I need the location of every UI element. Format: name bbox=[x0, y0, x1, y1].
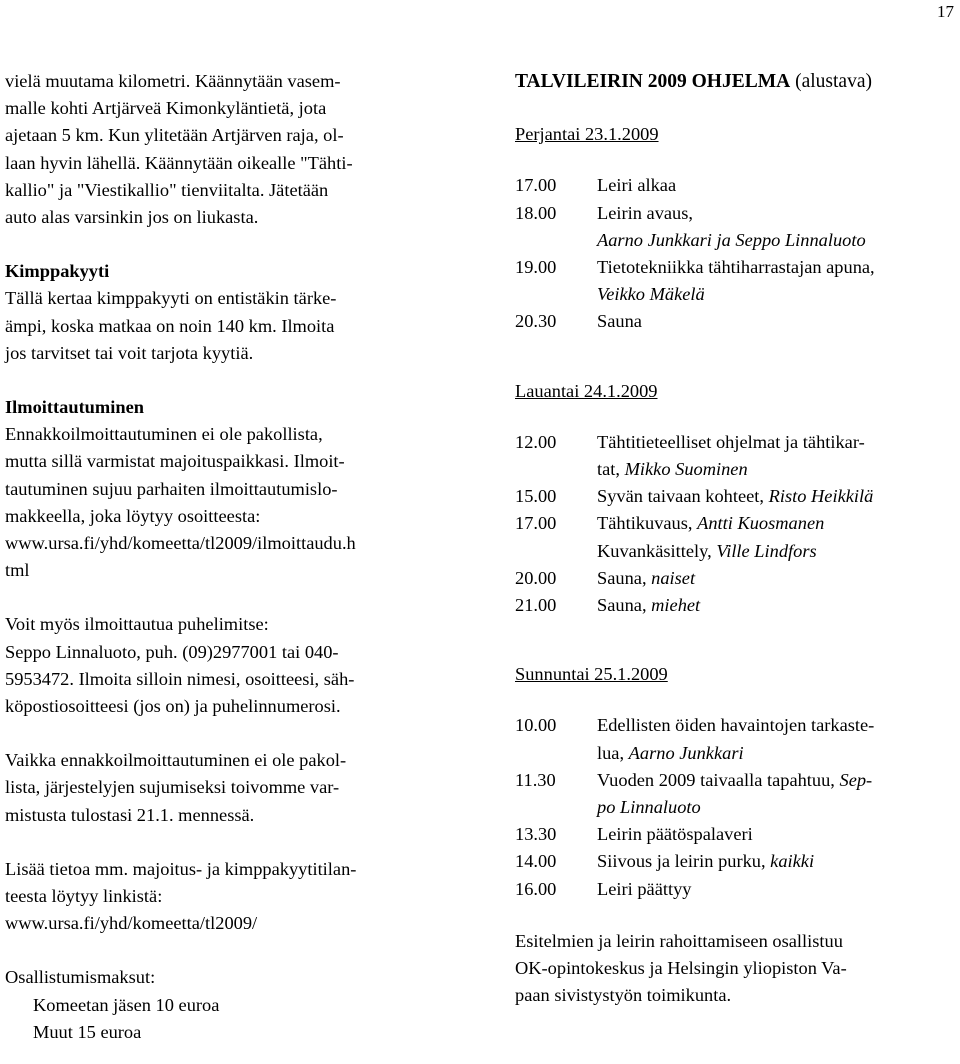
schedule-entry bbox=[515, 308, 955, 335]
entry-time: 12.00 bbox=[515, 431, 557, 452]
schedule-entry bbox=[515, 712, 955, 739]
entry-time: 19.00 bbox=[515, 257, 557, 278]
text-line: köpostiosoitteesi (jos on) ja puhelinnumerosi. bbox=[5, 696, 341, 717]
deadline-paragraph bbox=[5, 747, 447, 829]
schedule-entry bbox=[515, 767, 955, 794]
info-paragraph bbox=[5, 856, 447, 938]
ilmoittautuminen-section bbox=[5, 394, 447, 584]
schedule-entry bbox=[515, 483, 955, 510]
entry-cont-text: lua, bbox=[597, 742, 629, 763]
entry-time: 18.00 bbox=[515, 202, 557, 223]
schedule-entry bbox=[515, 876, 955, 903]
entry-time: 16.00 bbox=[515, 878, 557, 899]
text-line: lista, järjestelyjen sujumiseksi toivomme var- bbox=[5, 777, 340, 798]
text-line: makkeella, joka löytyy osoitteesta: bbox=[5, 505, 261, 526]
entry-text: Syvän taivaan kohteet, bbox=[597, 486, 769, 507]
program-title-suffix: (alustava) bbox=[790, 71, 872, 92]
text-line: Ennakkoilmoittautuminen ei ole pakollista, bbox=[5, 424, 323, 445]
text-line: laan hyvin lähellä. Käännytään oikealle "Tähti- bbox=[5, 152, 353, 173]
page-number: 17 bbox=[937, 2, 954, 21]
entry-person: kaikki bbox=[770, 851, 815, 872]
fee-item: Komeetan jäsen 10 euroa bbox=[33, 994, 220, 1015]
entry-text: Leiri päättyy bbox=[597, 878, 692, 899]
fee-item: Muut 15 euroa bbox=[33, 1021, 142, 1042]
text-line: kallio" ja "Viestikallio" tienviitalta. Jätetään bbox=[5, 179, 329, 200]
entry-text: Siivous ja leirin purku, bbox=[597, 851, 771, 872]
text-line: ämpi, koska matkaa on noin 140 km. Ilmoita bbox=[5, 315, 335, 336]
entry-person: po Linnaluoto bbox=[597, 797, 701, 818]
text-line: Voit myös ilmoittautua puhelimitse: bbox=[5, 614, 269, 635]
entry-person: Aarno Junkkari ja Seppo Linnaluoto bbox=[597, 229, 866, 250]
text-line: tautuminen sujuu parhaiten ilmoittautumislo- bbox=[5, 478, 338, 499]
entry-person: Aarno Junkkari bbox=[628, 742, 744, 763]
intro-paragraph bbox=[5, 68, 447, 231]
program-title-main: TALVILEIRIN 2009 OHJELMA bbox=[515, 71, 791, 92]
section-heading: Kimppakyyti bbox=[5, 261, 110, 282]
entry-person: Veikko Mäkelä bbox=[597, 284, 705, 305]
text-line: 5953472. Ilmoita silloin nimesi, osoitteesi, säh- bbox=[5, 668, 355, 689]
schedule-entry bbox=[515, 821, 955, 848]
program-title bbox=[515, 68, 955, 95]
text-line: malle kohti Artjärveä Kimonkyläntietä, jota bbox=[5, 98, 327, 119]
schedule-entry bbox=[515, 429, 955, 456]
entry-time: 10.00 bbox=[515, 715, 557, 736]
entry-text: Tähtitieteelliset ohjelmat ja tähtikar- bbox=[597, 431, 865, 452]
schedule-entry bbox=[515, 538, 955, 565]
text-line: ajetaan 5 km. Kun ylitetään Artjärven raja, ol- bbox=[5, 125, 344, 146]
fees-heading: Osallistumismaksut: bbox=[5, 967, 156, 988]
registration-url[interactable]: www.ursa.fi/yhd/komeetta/tl2009/ilmoittaudu.h bbox=[5, 533, 356, 554]
text-line: jos tarvitset tai voit tarjota kyytiä. bbox=[5, 342, 254, 363]
entry-person: Antti Kuosmanen bbox=[697, 513, 825, 534]
entry-person: naiset bbox=[651, 567, 696, 588]
text-line: auto alas varsinkin jos on liukasta. bbox=[5, 207, 259, 228]
day-heading: Sunnuntai 25.1.2009 bbox=[515, 664, 668, 685]
entry-time: 20.00 bbox=[515, 567, 557, 588]
entry-text: Sauna, bbox=[597, 567, 652, 588]
day-friday bbox=[515, 121, 955, 335]
left-column bbox=[5, 68, 447, 1046]
schedule-entry bbox=[515, 254, 955, 281]
entry-cont bbox=[515, 740, 955, 767]
kimppakyyti-section bbox=[5, 258, 447, 367]
entry-cont-text: tat, bbox=[597, 459, 625, 480]
text-line: Seppo Linnaluoto, puh. (09)2977001 tai 040- bbox=[5, 641, 339, 662]
text-line: OK-opintokeskus ja Helsingin yliopiston Va- bbox=[515, 958, 847, 979]
entry-time: 11.30 bbox=[515, 769, 556, 790]
entry-time: 21.00 bbox=[515, 595, 557, 616]
entry-time: 13.30 bbox=[515, 824, 557, 845]
schedule-entry bbox=[515, 565, 955, 592]
text-line: mistusta tulostasi 21.1. mennessä. bbox=[5, 804, 255, 825]
text-line: Lisää tietoa mm. majoitus- ja kimppakyytitilan- bbox=[5, 858, 357, 879]
text-line: mutta sillä varmistat majoituspaikkasi. Ilmoit- bbox=[5, 451, 345, 472]
day-sunday bbox=[515, 661, 955, 903]
entry-text: Tähtikuvaus, bbox=[597, 513, 698, 534]
sponsor-paragraph bbox=[515, 928, 955, 1010]
schedule-entry bbox=[515, 172, 955, 199]
entry-text: Sauna, bbox=[597, 595, 652, 616]
entry-text: Vuoden 2009 taivaalla tapahtuu, bbox=[597, 769, 840, 790]
entry-text: Edellisten öiden havaintojen tarkaste- bbox=[597, 715, 875, 736]
entry-person: Mikko Suominen bbox=[624, 459, 748, 480]
entry-text: Leirin avaus, bbox=[597, 202, 694, 223]
entry-person: miehet bbox=[651, 595, 701, 616]
entry-person: Sep- bbox=[839, 769, 873, 790]
schedule-entry bbox=[515, 200, 955, 227]
entry-time: 20.30 bbox=[515, 311, 557, 332]
registration-url-cont[interactable]: tml bbox=[5, 560, 30, 581]
day-heading: Lauantai 24.1.2009 bbox=[515, 380, 658, 401]
entry-time: 17.00 bbox=[515, 513, 557, 534]
entry-text: Leirin päätöspalaveri bbox=[597, 824, 753, 845]
schedule-entry bbox=[515, 848, 955, 875]
right-column bbox=[515, 68, 955, 1009]
entry-text: Tietotekniikka tähtiharrastajan apuna, bbox=[597, 257, 875, 278]
info-url[interactable]: www.ursa.fi/yhd/komeetta/tl2009/ bbox=[5, 913, 258, 934]
entry-time: 17.00 bbox=[515, 175, 557, 196]
phone-paragraph bbox=[5, 611, 447, 720]
text-line: Tällä kertaa kimppakyyti on entistäkin tärke- bbox=[5, 288, 337, 309]
text-line: Vaikka ennakkoilmoittautuminen ei ole pakol- bbox=[5, 750, 347, 771]
entry-cont bbox=[515, 456, 955, 483]
fees-section bbox=[5, 964, 447, 1046]
schedule-entry bbox=[515, 510, 955, 537]
section-heading: Ilmoittautuminen bbox=[5, 397, 144, 418]
schedule-entry bbox=[515, 592, 955, 619]
text-line: Esitelmien ja leirin rahoittamiseen osallistuu bbox=[515, 930, 843, 951]
entry-person: Ville Lindfors bbox=[716, 540, 817, 561]
day-saturday bbox=[515, 378, 955, 620]
entry-text: Kuvankäsittely, bbox=[597, 540, 717, 561]
day-heading: Perjantai 23.1.2009 bbox=[515, 124, 659, 145]
entry-time: 15.00 bbox=[515, 486, 557, 507]
entry-text: Sauna bbox=[597, 311, 642, 332]
entry-time: 14.00 bbox=[515, 851, 557, 872]
entry-text: Leiri alkaa bbox=[597, 175, 677, 196]
text-line: teesta löytyy linkistä: bbox=[5, 886, 163, 907]
text-line: vielä muutama kilometri. Käännytään vasem- bbox=[5, 71, 341, 91]
entry-person: Risto Heikkilä bbox=[768, 486, 874, 507]
text-line: paan sivistystyön toimikunta. bbox=[515, 985, 732, 1006]
